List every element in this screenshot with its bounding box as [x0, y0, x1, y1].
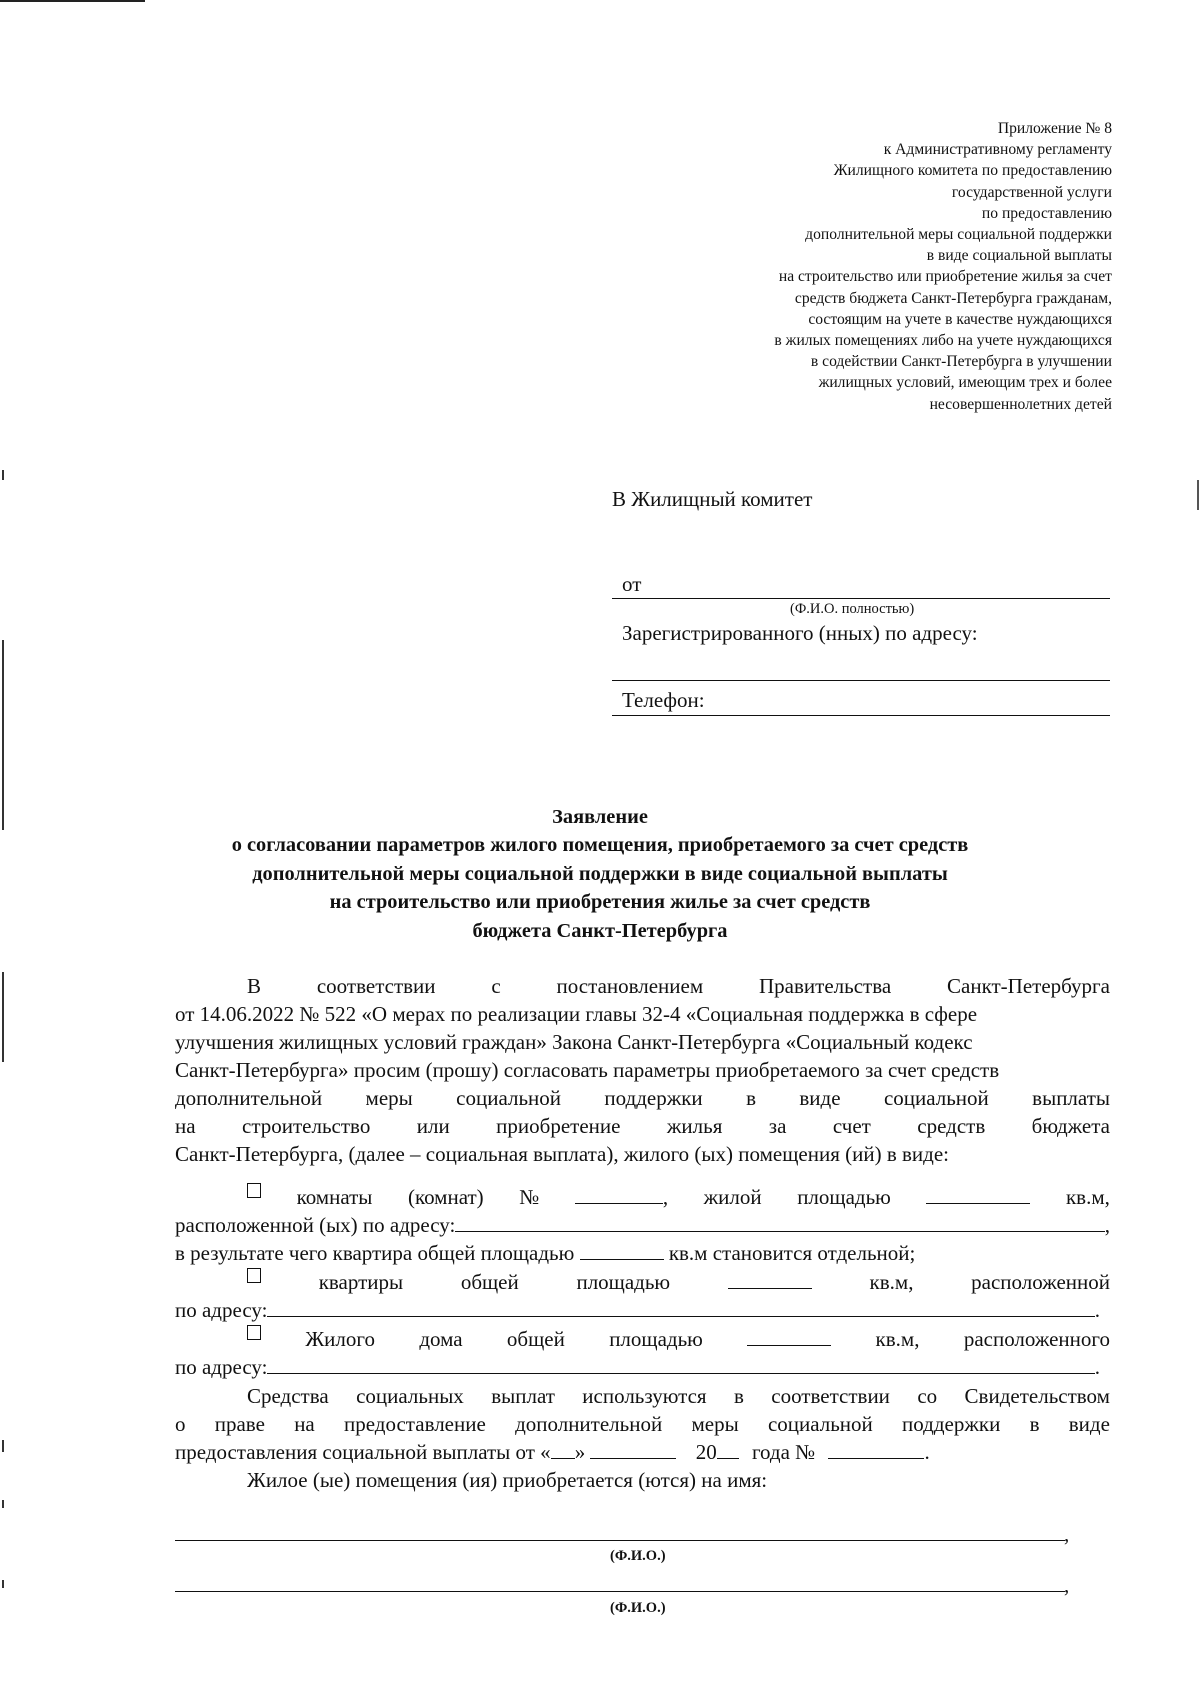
addressee-to: В Жилищный комитет — [612, 487, 813, 511]
scan-mark — [2, 1500, 4, 1508]
word: дополнительной — [175, 1086, 323, 1110]
option-rooms-address — [175, 1211, 1110, 1239]
word: о — [175, 1412, 186, 1436]
word: расположенной (ых) по адресу: — [175, 1213, 456, 1237]
document-title — [150, 803, 1050, 945]
certificate-day-field[interactable] — [551, 1438, 575, 1459]
fio-caption: (Ф.И.О. полностью) — [790, 601, 915, 617]
option-house-address — [175, 1353, 1100, 1381]
word: в результате чего квартира общей площадью — [175, 1241, 575, 1265]
appendix-line: в жилых помещениях либо на учете нуждающихся — [774, 332, 1112, 350]
phone-label: Телефон: — [622, 688, 705, 712]
paragraph-line: улучшения жилищных условий граждан» Закона Санкт-Петербурга «Социальный кодекс — [175, 1030, 973, 1054]
word: (комнат) — [407, 1185, 484, 1209]
word: дома — [419, 1327, 463, 1351]
word: общей — [506, 1327, 565, 1351]
word: расположенного — [963, 1327, 1110, 1351]
appendix-line: по предоставлению — [981, 204, 1112, 222]
checkbox-rooms[interactable] — [247, 1183, 261, 1198]
word: . — [924, 1440, 930, 1464]
appendix-line: состоящим на учете в качестве нуждающихся — [808, 310, 1112, 328]
word: или — [416, 1114, 450, 1138]
owner-name-field[interactable] — [175, 1540, 1065, 1541]
option-apartment-address — [175, 1296, 1100, 1324]
appendix-header — [592, 118, 1112, 415]
word: постановлением — [556, 974, 704, 998]
room-area-field[interactable] — [926, 1183, 1030, 1204]
word: в — [733, 1384, 744, 1408]
paragraph-line: от 14.06.2022 № 522 «О мерах по реализации главы 32-4 «Социальная поддержка в сфере — [175, 1002, 978, 1026]
word: В — [247, 974, 262, 998]
word: строительство — [242, 1114, 371, 1138]
word: предоставления социальной выплаты от « — [175, 1440, 551, 1464]
phone-field[interactable] — [612, 684, 1110, 716]
apartment-area-field[interactable] — [728, 1268, 812, 1289]
apartment-address-field[interactable] — [267, 1296, 1094, 1317]
word: социальной — [767, 1412, 873, 1436]
title-line: на строительство или приобретения жилье за счет средств — [329, 891, 871, 914]
word: Жилого — [305, 1327, 375, 1351]
word: приобретение — [496, 1114, 621, 1138]
word: . — [1094, 1298, 1100, 1322]
scan-mark — [2, 640, 4, 830]
paragraph-line: Санкт-Петербурга, (далее – социальная выплата), жилого (ых) помещения (ий) в виде: — [175, 1142, 949, 1166]
paragraph-line — [175, 1084, 1110, 1112]
word: Санкт-Петербурга — [947, 974, 1110, 998]
appendix-line: Жилищного комитета по предоставлению — [833, 162, 1112, 180]
scan-edge-line — [0, 0, 145, 2]
title-line: Заявление — [552, 806, 648, 828]
word: расположенной — [971, 1270, 1110, 1294]
word: виде — [1068, 1412, 1110, 1436]
word: поддержки — [902, 1412, 1001, 1436]
word: , — [662, 1185, 669, 1209]
checkbox-house[interactable] — [247, 1325, 261, 1340]
word: дополнительной — [515, 1412, 663, 1436]
from-field[interactable] — [612, 572, 1110, 599]
appendix-line: на строительство или приобретение жилья за счет — [778, 268, 1112, 286]
appendix-line: к Административному регламенту — [883, 141, 1112, 159]
word: выплат — [491, 1384, 555, 1408]
owner-name-field[interactable] — [175, 1591, 1065, 1592]
word: соответствии — [316, 974, 436, 998]
from-label: от — [622, 572, 642, 596]
flat-total-area-field[interactable] — [580, 1239, 664, 1260]
word: выплаты — [1032, 1086, 1110, 1110]
word: меры — [365, 1086, 413, 1110]
word: со — [917, 1384, 938, 1408]
word: по адресу: — [175, 1298, 268, 1322]
word: комнаты — [296, 1185, 373, 1209]
scan-mark — [2, 1580, 4, 1588]
certificate-year-field[interactable] — [717, 1438, 739, 1459]
title-line: бюджета Санкт-Петербурга — [472, 919, 728, 942]
word: квартиры — [318, 1270, 404, 1294]
word: , — [1104, 1213, 1110, 1237]
option-apartment — [175, 1268, 1110, 1296]
house-area-field[interactable] — [747, 1325, 831, 1346]
word: Правительства — [759, 974, 892, 998]
scan-mark — [1197, 480, 1199, 510]
word: Свидетельством — [964, 1384, 1110, 1408]
appendix-line: дополнительной меры социальной поддержки — [805, 226, 1112, 244]
word: кв.м, — [869, 1270, 914, 1294]
appendix-line: средств бюджета Санкт-Петербурга гражданам, — [794, 289, 1112, 307]
scan-mark — [2, 470, 4, 480]
word: на — [175, 1114, 196, 1138]
word: счет — [832, 1114, 871, 1138]
word: используются — [582, 1384, 707, 1408]
word: средств — [917, 1114, 986, 1138]
certificate-number-field[interactable] — [828, 1438, 924, 1459]
word: площадью — [797, 1185, 891, 1209]
title-line: о согласовании параметров жилого помещения, приобретаемого за счет средств — [231, 834, 969, 857]
scan-mark — [2, 1440, 4, 1452]
word: на — [294, 1412, 315, 1436]
word: праве — [214, 1412, 265, 1436]
word: социальной — [883, 1086, 989, 1110]
word: общей — [460, 1270, 519, 1294]
paragraph-line — [175, 972, 1110, 1000]
paragraph-line — [175, 1112, 1110, 1140]
word: социальной — [456, 1086, 561, 1110]
word: соответствии — [771, 1384, 890, 1408]
word: в — [746, 1086, 756, 1110]
appendix-line: в содействии Санкт-Петербурга в улучшении — [810, 353, 1112, 371]
appendix-line: Приложение № 8 — [997, 120, 1112, 137]
option-rooms-result — [175, 1239, 1110, 1267]
word: по адресу: — [175, 1355, 268, 1379]
appendix-line: государственной услуги — [951, 183, 1112, 201]
paragraph-line: Санкт-Петербурга» просим (прошу) согласовать параметры приобретаемого за счет средств — [175, 1058, 1000, 1082]
word: площадью — [609, 1327, 703, 1351]
comma: , — [1064, 1573, 1070, 1597]
option-rooms — [175, 1183, 1110, 1211]
word: 20 — [695, 1440, 717, 1464]
certificate-date-line — [175, 1438, 1110, 1466]
appendix-line: жилищных условий, имеющим трех и более — [818, 374, 1112, 392]
word: кв.м, — [1065, 1185, 1110, 1209]
room-number-field[interactable] — [575, 1183, 668, 1211]
rooms-address-field[interactable] — [455, 1211, 1104, 1232]
appendix-line: в виде социальной выплаты — [926, 247, 1112, 265]
title-line: дополнительной меры социальной поддержки в виде социальной выплаты — [252, 862, 948, 885]
word: виде — [799, 1086, 841, 1110]
word: года № — [751, 1440, 816, 1464]
registered-address-field[interactable] — [612, 680, 1110, 681]
word: социальных — [356, 1384, 464, 1408]
paragraph-line: Жилое (ые) помещения (ия) приобретается (ются) на имя: — [247, 1468, 768, 1492]
word: № — [519, 1185, 540, 1209]
word: предоставление — [344, 1412, 486, 1436]
fio-caption: (Ф.И.О.) — [610, 1548, 666, 1564]
word: жилья — [666, 1114, 723, 1138]
paragraph-line — [175, 1410, 1110, 1438]
checkbox-apartment[interactable] — [247, 1268, 261, 1283]
certificate-month-field[interactable] — [590, 1438, 676, 1459]
paragraph-line — [175, 1382, 1110, 1410]
word: в — [1029, 1412, 1040, 1436]
option-house — [175, 1325, 1110, 1353]
comma: , — [1064, 1522, 1070, 1546]
scan-mark — [2, 972, 4, 1062]
word: поддержки — [604, 1086, 703, 1110]
appendix-line: несовершеннолетних детей — [929, 395, 1112, 413]
word: меры — [691, 1412, 739, 1436]
word: за — [768, 1114, 787, 1138]
fio-caption: (Ф.И.О.) — [610, 1600, 666, 1616]
word: . — [1094, 1355, 1100, 1379]
word: Средства — [247, 1384, 329, 1408]
word: кв.м, — [875, 1327, 920, 1351]
house-address-field[interactable] — [267, 1353, 1094, 1374]
word: с — [491, 974, 501, 998]
word: площадью — [576, 1270, 671, 1294]
word: жилой — [703, 1185, 762, 1209]
word: кв.м становится отдельной; — [668, 1241, 916, 1265]
registered-address-label: Зарегистрированного (нных) по адресу: — [622, 621, 978, 645]
word: бюджета — [1031, 1114, 1110, 1138]
word: » — [574, 1440, 586, 1464]
